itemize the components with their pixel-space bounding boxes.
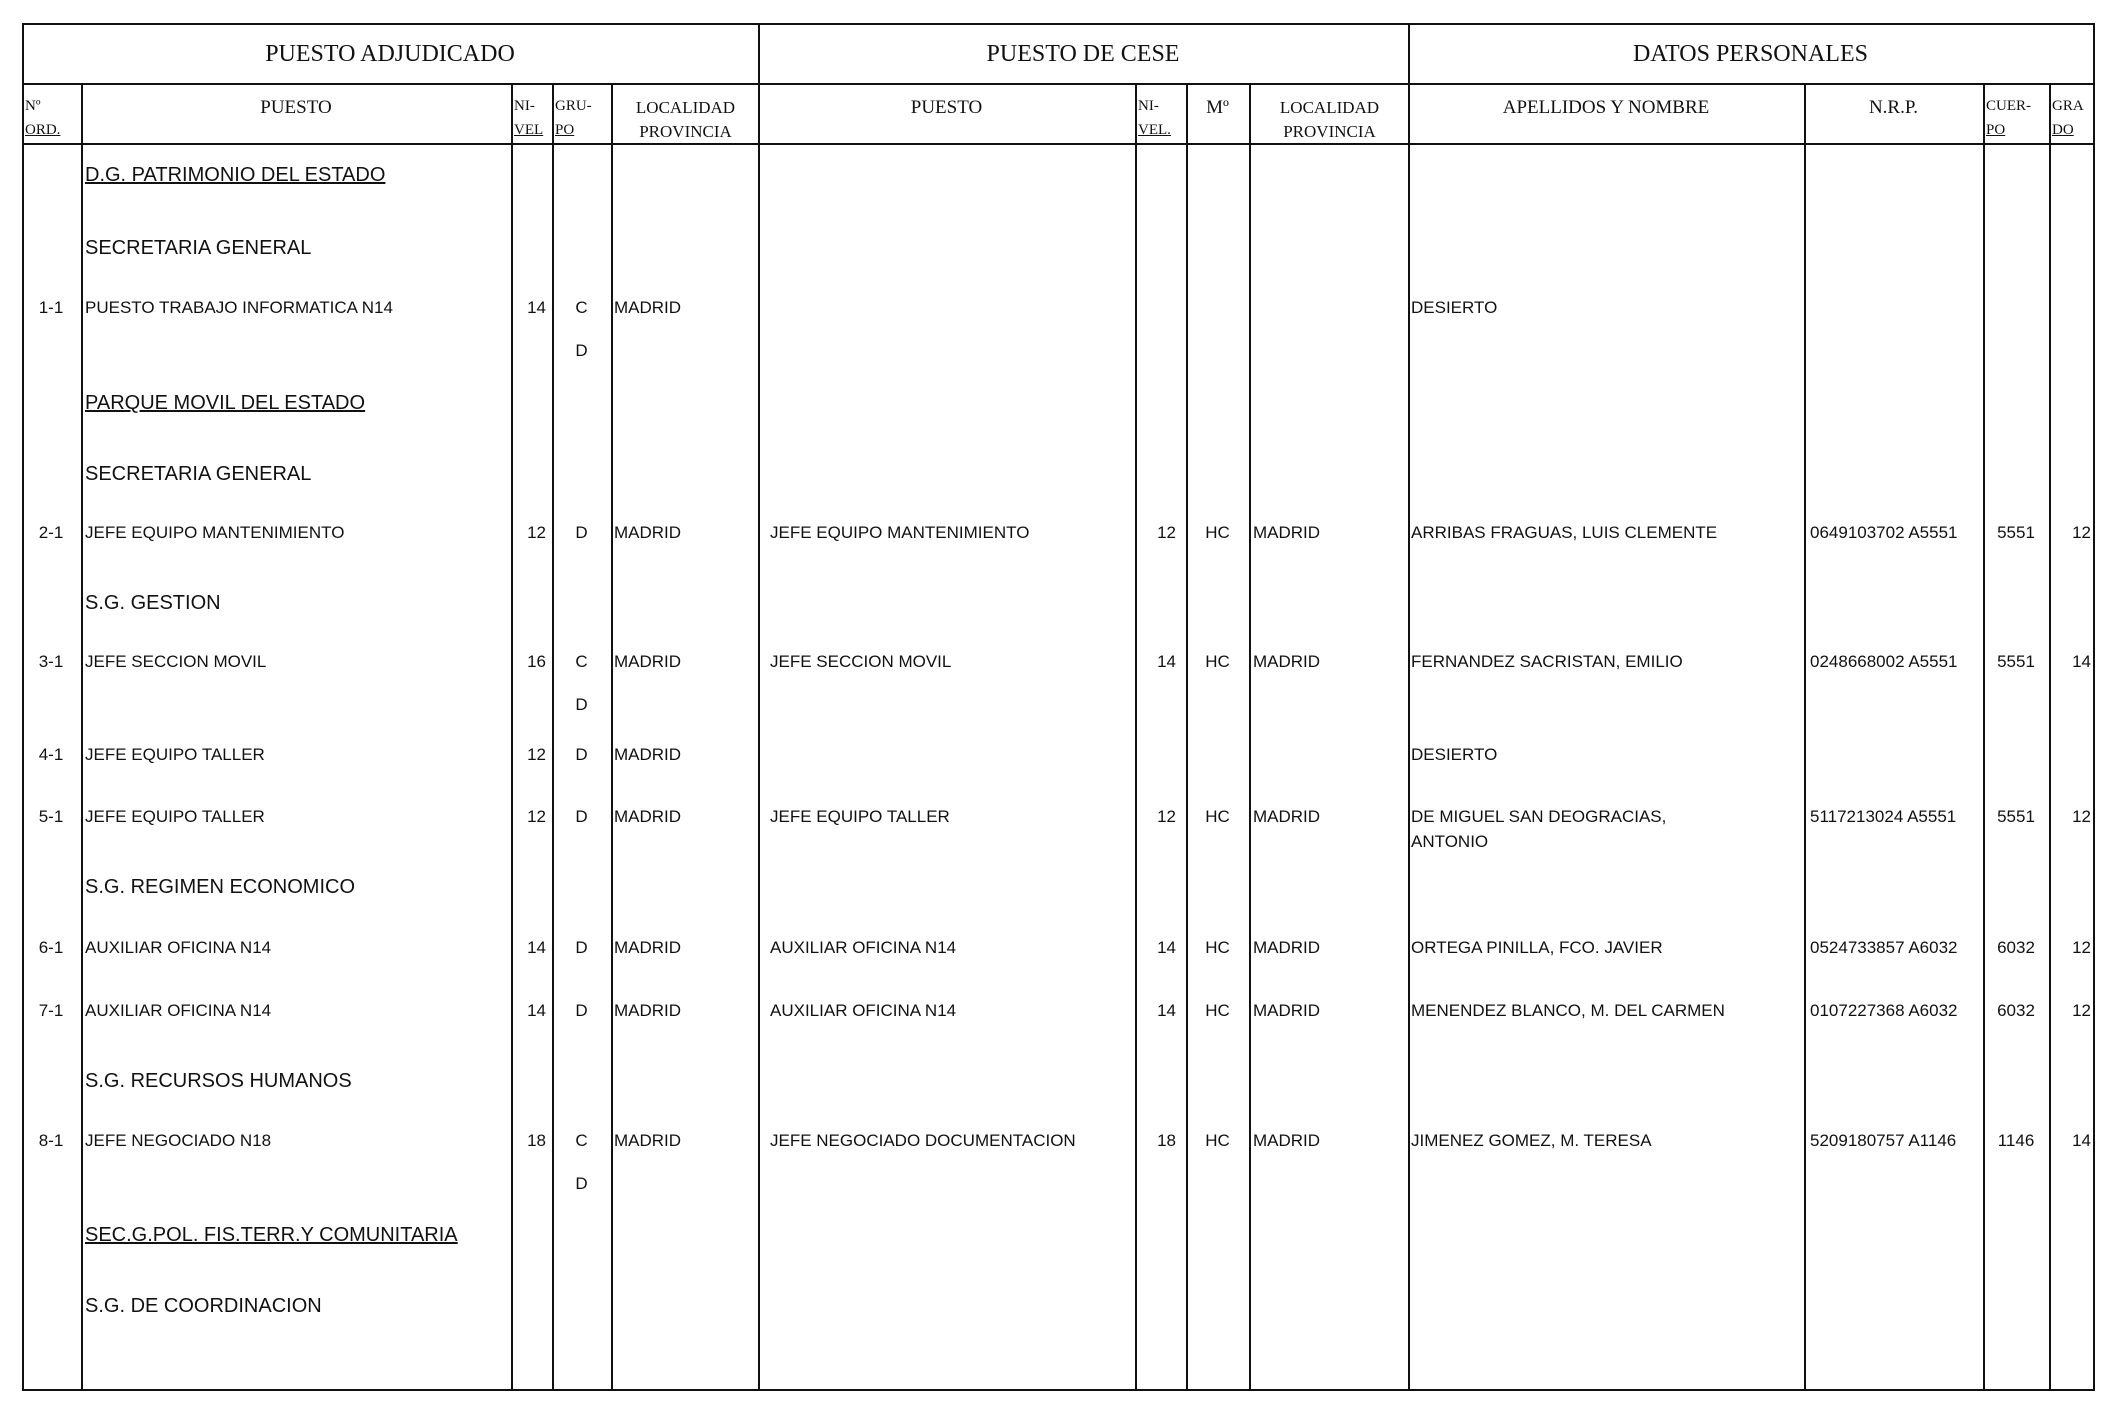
row-nivel: 12 xyxy=(527,523,546,542)
row-nrp: 5117213024 A5551 xyxy=(1810,807,1957,826)
row-cese-m: HC xyxy=(1205,652,1230,671)
row-cuerpo: 5551 xyxy=(1997,807,2035,826)
row-cese-m: HC xyxy=(1205,807,1230,826)
row-cuerpo: 6032 xyxy=(1997,1001,2035,1020)
row-cese-puesto: JEFE EQUIPO MANTENIMIENTO xyxy=(770,523,1030,542)
row-cese-localidad: MADRID xyxy=(1253,1001,1321,1020)
row-puesto: AUXILIAR OFICINA N14 xyxy=(85,1001,272,1020)
row-cese-nivel: 14 xyxy=(1157,1001,1176,1020)
column-header-n-ord: Nº xyxy=(25,98,41,114)
row-apellidos-nombre: JIMENEZ GOMEZ, M. TERESA xyxy=(1411,1131,1652,1150)
row-grupo: D xyxy=(575,745,588,764)
row-cese-m: HC xyxy=(1205,523,1230,542)
column-header-nivel-line2: VEL xyxy=(514,122,544,138)
row-cuerpo: 5551 xyxy=(1997,523,2035,542)
column-header-grado: GRA xyxy=(2052,98,2084,114)
row-cese-localidad: MADRID xyxy=(1253,652,1321,671)
column-header-localidad: LOCALIDAD xyxy=(635,98,736,117)
row-puesto: JEFE EQUIPO TALLER xyxy=(85,745,265,764)
row-cese-nivel: 18 xyxy=(1157,1131,1176,1150)
row-cese-puesto: JEFE NEGOCIADO DOCUMENTACION xyxy=(770,1131,1076,1150)
column-header-grupo-line2: PO xyxy=(555,122,575,138)
row-grupo: D xyxy=(575,523,588,542)
column-header-cese-puesto: PUESTO xyxy=(910,97,983,118)
section-heading: PARQUE MOVIL DEL ESTADO xyxy=(85,392,366,414)
column-divider xyxy=(1983,83,1985,1391)
column-header-cese-m: Mº xyxy=(1206,97,1229,118)
column-header-n-ord-line2: ORD. xyxy=(25,122,61,138)
column-header-puesto: PUESTO xyxy=(260,97,332,118)
row-order-number: 8-1 xyxy=(38,1131,64,1150)
column-header-nivel: NI- xyxy=(514,98,535,114)
group-divider xyxy=(758,23,760,1391)
column-divider xyxy=(81,83,83,1391)
row-cese-nivel: 12 xyxy=(1157,523,1176,542)
row-localidad: MADRID xyxy=(614,1131,682,1150)
table-border-top xyxy=(22,23,2095,25)
row-cuerpo: 1146 xyxy=(1997,1131,2035,1150)
row-grado: 14 xyxy=(2072,1131,2091,1150)
group-header: PUESTO DE CESE xyxy=(986,41,1180,67)
section-heading: S.G. DE COORDINACION xyxy=(85,1295,322,1317)
row-nivel: 14 xyxy=(527,1001,546,1020)
row-grupo: D xyxy=(575,695,588,714)
row-localidad: MADRID xyxy=(614,938,682,957)
column-header-nrp: N.R.P. xyxy=(1868,97,1919,118)
group-header: DATOS PERSONALES xyxy=(1633,41,1868,67)
row-puesto: JEFE EQUIPO TALLER xyxy=(85,807,265,826)
row-grado: 12 xyxy=(2072,523,2091,542)
row-order-number: 6-1 xyxy=(38,938,64,957)
table-border-left xyxy=(22,23,24,1391)
section-heading: S.G. RECURSOS HUMANOS xyxy=(85,1070,352,1092)
section-heading: D.G. PATRIMONIO DEL ESTADO xyxy=(85,164,386,186)
row-apellidos-nombre: ANTONIO xyxy=(1411,832,1489,851)
row-apellidos-nombre: FERNANDEZ SACRISTAN, EMILIO xyxy=(1411,652,1683,671)
row-puesto: JEFE EQUIPO MANTENIMIENTO xyxy=(85,523,345,542)
row-cese-localidad: MADRID xyxy=(1253,1131,1321,1150)
row-apellidos-nombre: MENENDEZ BLANCO, M. DEL CARMEN xyxy=(1411,1001,1725,1020)
column-header-cese-localidad-line2: PROVINCIA xyxy=(1283,122,1376,141)
row-localidad: MADRID xyxy=(614,807,682,826)
row-order-number: 7-1 xyxy=(38,1001,64,1020)
column-divider xyxy=(511,83,513,1391)
row-order-number: 1-1 xyxy=(38,298,64,317)
column-divider xyxy=(2049,83,2051,1391)
column-header-cuerpo-line2: PO xyxy=(1986,122,2006,138)
row-nivel: 14 xyxy=(527,938,546,957)
column-header-cuerpo: CUER- xyxy=(1986,98,2031,114)
row-grupo: D xyxy=(575,807,588,826)
row-cese-m: HC xyxy=(1205,1001,1230,1020)
row-cese-puesto: AUXILIAR OFICINA N14 xyxy=(770,1001,957,1020)
column-header-cese-nivel: NI- xyxy=(1138,98,1159,114)
section-heading: SECRETARIA GENERAL xyxy=(85,237,312,259)
section-heading: S.G. REGIMEN ECONOMICO xyxy=(85,876,356,898)
row-cese-m: HC xyxy=(1205,1131,1230,1150)
row-grupo: C xyxy=(575,1131,588,1150)
header-bottom xyxy=(22,143,2095,145)
column-divider xyxy=(1804,83,1806,1391)
column-divider xyxy=(611,83,613,1391)
row-cese-puesto: JEFE EQUIPO TALLER xyxy=(770,807,950,826)
row-order-number: 5-1 xyxy=(38,807,64,826)
row-nrp: 0107227368 A6032 xyxy=(1810,1001,1958,1020)
row-grado: 12 xyxy=(2072,807,2091,826)
column-header-localidad-line2: PROVINCIA xyxy=(639,122,732,141)
row-apellidos-nombre: ARRIBAS FRAGUAS, LUIS CLEMENTE xyxy=(1411,523,1718,542)
row-cese-localidad: MADRID xyxy=(1253,523,1321,542)
row-grupo: D xyxy=(575,1174,588,1193)
column-divider xyxy=(1249,83,1251,1391)
section-heading: SECRETARIA GENERAL xyxy=(85,463,312,485)
column-header-apellidos: APELLIDOS Y NOMBRE xyxy=(1502,97,1710,118)
row-grado: 12 xyxy=(2072,1001,2091,1020)
row-puesto: PUESTO TRABAJO INFORMATICA N14 xyxy=(85,298,393,317)
row-cese-nivel: 12 xyxy=(1157,807,1176,826)
row-localidad: MADRID xyxy=(614,1001,682,1020)
row-nivel: 14 xyxy=(527,298,546,317)
row-order-number: 2-1 xyxy=(38,523,64,542)
section-heading: SEC.G.POL. FIS.TERR.Y COMUNITARIA xyxy=(85,1224,458,1246)
row-grupo: D xyxy=(575,938,588,957)
row-nrp: 0524733857 A6032 xyxy=(1810,938,1958,957)
row-grado: 14 xyxy=(2072,652,2091,671)
row-cuerpo: 5551 xyxy=(1997,652,2035,671)
row-order-number: 4-1 xyxy=(38,745,64,764)
row-puesto: JEFE SECCION MOVIL xyxy=(85,652,267,671)
row-grupo: D xyxy=(575,341,588,360)
section-heading: S.G. GESTION xyxy=(85,592,221,614)
row-nivel: 18 xyxy=(527,1131,546,1150)
row-cese-nivel: 14 xyxy=(1157,938,1176,957)
row-nivel: 16 xyxy=(527,652,546,671)
row-localidad: MADRID xyxy=(614,298,682,317)
column-header-grado-line2: DO xyxy=(2052,122,2074,138)
row-localidad: MADRID xyxy=(614,652,682,671)
row-grupo: D xyxy=(575,1001,588,1020)
column-divider xyxy=(1135,83,1137,1391)
column-header-cese-nivel-line2: VEL. xyxy=(1138,122,1171,138)
column-divider xyxy=(1186,83,1188,1391)
row-order-number: 3-1 xyxy=(38,652,64,671)
header-divider xyxy=(22,83,2095,85)
row-grupo: C xyxy=(575,652,588,671)
column-header-grupo: GRU- xyxy=(555,98,592,114)
row-cese-localidad: MADRID xyxy=(1253,938,1321,957)
row-cuerpo: 6032 xyxy=(1997,938,2035,957)
row-nrp: 0649103702 A5551 xyxy=(1810,523,1958,542)
row-apellidos-nombre: DESIERTO xyxy=(1411,298,1498,317)
row-localidad: MADRID xyxy=(614,523,682,542)
row-cese-localidad: MADRID xyxy=(1253,807,1321,826)
row-apellidos-nombre: DESIERTO xyxy=(1411,745,1498,764)
row-nivel: 12 xyxy=(527,807,546,826)
row-cese-puesto: JEFE SECCION MOVIL xyxy=(770,652,952,671)
column-divider xyxy=(552,83,554,1391)
row-apellidos-nombre: DE MIGUEL SAN DEOGRACIAS, xyxy=(1411,807,1667,826)
group-divider xyxy=(1408,23,1410,1391)
table-border-bottom xyxy=(22,1389,2095,1391)
group-header: PUESTO ADJUDICADO xyxy=(265,41,515,67)
row-grupo: C xyxy=(575,298,588,317)
row-nivel: 12 xyxy=(527,745,546,764)
row-grado: 12 xyxy=(2072,938,2091,957)
row-puesto: JEFE NEGOCIADO N18 xyxy=(85,1131,272,1150)
table-border-right xyxy=(2093,23,2095,1391)
row-apellidos-nombre: ORTEGA PINILLA, FCO. JAVIER xyxy=(1411,938,1663,957)
row-puesto: AUXILIAR OFICINA N14 xyxy=(85,938,272,957)
row-localidad: MADRID xyxy=(614,745,682,764)
column-header-cese-localidad: LOCALIDAD xyxy=(1279,98,1380,117)
row-nrp: 0248668002 A5551 xyxy=(1810,652,1958,671)
row-nrp: 5209180757 A1146 xyxy=(1810,1131,1957,1150)
row-cese-m: HC xyxy=(1205,938,1230,957)
row-cese-nivel: 14 xyxy=(1157,652,1176,671)
row-cese-puesto: AUXILIAR OFICINA N14 xyxy=(770,938,957,957)
